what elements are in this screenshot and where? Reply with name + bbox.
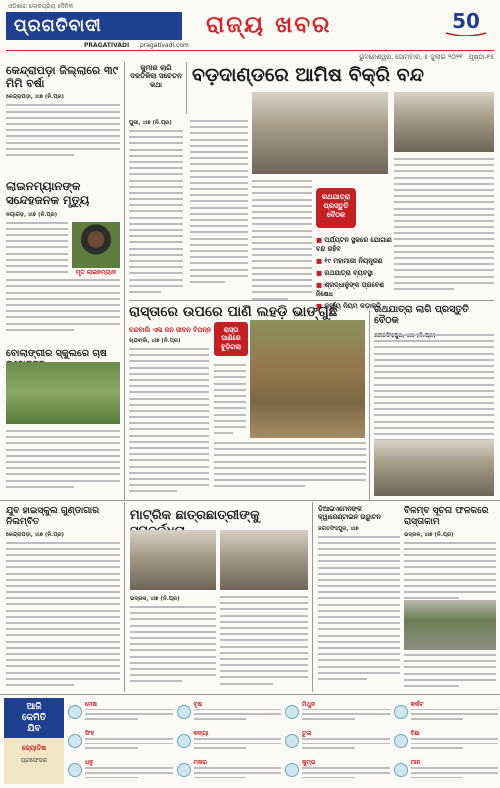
story-body <box>129 120 183 297</box>
story-dateline: କେନ୍ଦ୍ରାପଡ଼ା, ୪ା୭ (ନି.ପ୍ର) <box>6 531 65 538</box>
horoscope-sign <box>394 757 499 784</box>
horoscope-text <box>85 767 173 778</box>
zodiac-icon <box>177 763 191 777</box>
horoscope-author: ପ୍ରଫେସର <box>20 757 48 765</box>
zodiac-label: ସିଂହ <box>85 730 94 738</box>
zodiac-label: ତୁଳା <box>302 730 312 738</box>
column-rule <box>124 62 125 500</box>
story-main[interactable] <box>192 64 492 87</box>
zodiac-icon <box>68 734 82 748</box>
masthead <box>0 0 500 64</box>
story-lineman[interactable] <box>6 180 120 335</box>
story-body <box>252 180 312 304</box>
issue-date: ଭୁବନେଶ୍ୱର, ସୋମବାର, ୫ ଜୁଲାଇ ୨୦୨୧ <box>359 53 463 61</box>
headline[interactable]: ଡିଆଇଏମେନଙ୍କ କ୍ୱାରେଣ୍ଟାଇନ ଉଦ୍ଘାଟନ <box>318 505 381 521</box>
farming-photo <box>6 362 120 424</box>
headline[interactable]: ମାଟ୍ରିକ ଛାତ୍ରଛାତ୍ରୀଙ୍କୁ <box>130 508 260 523</box>
story-panchayat[interactable] <box>404 506 496 603</box>
column-rule <box>369 310 370 500</box>
headline[interactable]: ବିଳମ୍ବ ସୂଚନା ଫଳକରେ ରାସ୍ତାକାମ <box>404 506 489 527</box>
meeting-photo <box>394 92 494 152</box>
horoscope-text <box>302 709 390 720</box>
zodiac-icon <box>68 763 82 777</box>
highlight-item: ■ ରଥଯାତ୍ରା ବ୍ୟବସ୍ଥା <box>316 269 398 278</box>
story-dateline: ଚାନ୍ଦବାଲି, ୪ା୭ (ନି.ପ୍ର) <box>129 338 181 344</box>
row-rule <box>129 300 494 301</box>
anniversary-number: 50 <box>452 9 480 33</box>
zodiac-icon <box>394 705 408 719</box>
zodiac-label: ବିଛା <box>410 730 420 738</box>
story-dateline: ପୁରୀ, ୪ା୭ (ନି.ପ୍ର) <box>129 120 172 126</box>
zodiac-icon <box>285 763 299 777</box>
logo-url[interactable]: pragativadi.com <box>140 42 189 49</box>
headline[interactable]: ବୋଲାଙ୍ଗୀର ସ୍କୁଲରେ ଚାଷ <box>6 348 107 359</box>
story-dateline: କେନ୍ଦ୍ରାପଡ଼ା, ୪ା୭ (ନି.ପ୍ର) <box>6 94 65 101</box>
highlight-item: ■ ପର୍ଯ୍ୟଟନ ସ୍ଥଳରେ ଯୋଗାଣ ବନ୍ଦ ରହିବ <box>316 236 398 254</box>
dateline-bar <box>6 50 494 62</box>
story-body <box>6 222 68 278</box>
horoscope-sign <box>177 698 282 725</box>
road-badge: ରାସ୍ତା ପାଣିରେ ବୁଡ଼ିଗଲା <box>214 322 248 356</box>
zodiac-label: ମକର <box>193 759 207 767</box>
headline[interactable]: କୁମାର ଲାଗି ଦଳତିକିଲା ସଚେତନ କଥା <box>130 64 182 89</box>
story-body <box>214 442 366 492</box>
highlight-item: ■ ୧୯ ମହାମାରୀ ନିୟନ୍ତ୍ରଣ <box>316 257 398 266</box>
story-body <box>214 364 246 438</box>
horoscope-sign <box>68 698 173 725</box>
zodiac-icon <box>177 705 191 719</box>
story-body <box>6 430 120 492</box>
column-rule <box>186 62 187 114</box>
story-body <box>404 654 496 691</box>
story-body <box>190 120 248 287</box>
horoscope-sign <box>394 727 499 754</box>
highlights-list <box>316 236 398 314</box>
story-dateline: ଭଦ୍ରକ, ୪ା୭ (ନି.ପ୍ର) <box>404 531 454 538</box>
zodiac-label: କର୍କଟ <box>410 700 424 708</box>
horoscope-text <box>302 767 390 778</box>
horoscope-title-box <box>4 698 64 784</box>
story-body <box>318 536 400 680</box>
logo-subtitle: PRAGATIVADI <box>84 42 130 49</box>
headline[interactable]: ରଥଯାତ୍ରା ଲାଗି ପ୍ରସ୍ତୁତି ବୈଠକ <box>374 304 469 327</box>
story-body <box>130 606 216 686</box>
road-photo <box>404 600 496 650</box>
story-body <box>6 542 120 686</box>
horoscope-text <box>194 738 282 749</box>
story-hospital[interactable] <box>318 506 400 684</box>
column-rule <box>312 502 313 692</box>
horoscope-grid <box>68 698 498 784</box>
story-dateline: ଭଦ୍ରକ, ୪ା୭ (ନି.ପ୍ର) <box>130 596 180 602</box>
horoscope-sub: ଜ୍ୟୋତିଷ <box>21 744 47 753</box>
story-dateline: ନୟାଗଡ଼, ୪ା୭ (ନି.ପ୍ର) <box>6 211 58 218</box>
horoscope-sign <box>285 698 390 725</box>
horoscope-title: ଆଜି କେମିତି ଯିବ <box>4 698 64 738</box>
zodiac-icon <box>285 705 299 719</box>
matric-photo-1 <box>130 530 216 590</box>
horoscope-text <box>194 709 282 720</box>
section-title: ରାଜ୍ୟ ଖବର <box>206 12 332 38</box>
story-dateline: ଜଗତସିଂହପୁର, ୪ା୭ <box>318 525 359 532</box>
story-kendrapara[interactable] <box>6 64 120 160</box>
zodiac-label: ମିଥୁନ <box>302 700 316 708</box>
flood-photo <box>250 320 365 438</box>
horoscope-text <box>411 767 499 778</box>
main-story-badge: ରଥଯାତ୍ରା ପ୍ରସ୍ତୁତି ବୈଠକ <box>316 188 356 228</box>
page-number: ପୃଷ୍ଠା-୧୫ <box>468 53 494 61</box>
zodiac-icon <box>177 734 191 748</box>
horoscope-sign <box>285 727 390 754</box>
highlight-item: ■ ଶ୍ରଦ୍ଧାଳୁଙ୍କ ପ୍ରବେଶ ନିଷେଧ <box>316 281 398 299</box>
anniversary-emblem-icon <box>440 6 492 36</box>
zodiac-icon <box>394 734 408 748</box>
story-body <box>404 542 496 600</box>
headline[interactable]: ଲାଇନମ୍ୟାନଙ୍କ ସନ୍ଦେହଜନକ ମୃତ୍ୟୁ <box>6 179 90 207</box>
story-lines <box>129 130 183 293</box>
horoscope-text <box>85 709 173 720</box>
main-headline[interactable]: ବଡ଼ଦାଣ୍ଡରେ ଆମିଷ ବିକ୍ରି ବନ୍ଦ <box>192 64 424 86</box>
horoscope-sign <box>285 757 390 784</box>
highlight-item: ■ କର୍ଫ୍ୟୁ ନିୟମ କଡ଼ାକଡ଼ି <box>316 302 398 311</box>
photo-caption: ମୃତ ଲାଇନମ୍ୟାନ <box>75 268 117 276</box>
rathayatra-photo <box>374 440 494 496</box>
zodiac-label: ମୀନ <box>410 759 421 767</box>
newspaper-logo[interactable]: ପ୍ରଗତିବାଦୀ <box>6 12 182 40</box>
logo-tagline: ଓଡ଼ିଶାର ଲୋକପ୍ରିୟ ଦୈନିକ <box>8 3 74 10</box>
story-body <box>6 279 120 331</box>
lineman-photo <box>72 222 120 268</box>
zodiac-icon <box>68 705 82 719</box>
zodiac-label: କୁମ୍ଭ <box>302 759 316 767</box>
horoscope-sign <box>394 698 499 725</box>
horoscope-text <box>411 738 499 749</box>
horoscope-sign <box>68 727 173 754</box>
zodiac-label: କନ୍ୟା <box>193 730 209 738</box>
main-photo <box>252 92 388 174</box>
horoscope-sign <box>177 757 282 784</box>
road-subhead: ଚନ୍ଦବାଲି ଏଳା ଜନ ଜୀବନ ବିପନ୍ନ <box>129 325 212 334</box>
horoscope-sign <box>68 757 173 784</box>
matric-photo-2 <box>220 530 308 590</box>
row-rule <box>0 500 500 501</box>
road-headline[interactable]: ରାସ୍ତାରେ ଉପରେ ପାଣି ଲହଡ଼ି ଭାଙ୍ଗୁଛି <box>129 304 338 320</box>
headline[interactable]: ଯୁବ ହାଇସ୍କୁଲ ଗୁଣ୍ଡାଗାର ନିଲମ୍ବିତ <box>6 506 100 527</box>
story-kunwar[interactable] <box>129 64 183 89</box>
horoscope-text <box>85 738 173 749</box>
zodiac-icon <box>394 763 408 777</box>
story-body <box>220 596 308 689</box>
zodiac-icon <box>285 734 299 748</box>
column-rule <box>124 502 125 692</box>
story-body <box>394 158 494 294</box>
zodiac-label: ମେଷ <box>85 700 97 708</box>
zodiac-label: ବୃଷ <box>193 700 203 708</box>
zodiac-label: ଧନୁ <box>85 759 94 767</box>
headline[interactable]: କେନ୍ଦ୍ରାପଡ଼ା ଜିଲ୍ଲାରେ ୩୯ ମିମି ବର୍ଷା <box>6 64 119 91</box>
story-body <box>6 104 120 156</box>
row-rule <box>0 694 500 695</box>
horoscope-text <box>302 738 390 749</box>
story-youth[interactable] <box>6 506 120 690</box>
horoscope-text <box>411 709 499 720</box>
story-body <box>129 348 209 497</box>
horoscope-text <box>194 767 282 778</box>
horoscope-sign <box>177 727 282 754</box>
